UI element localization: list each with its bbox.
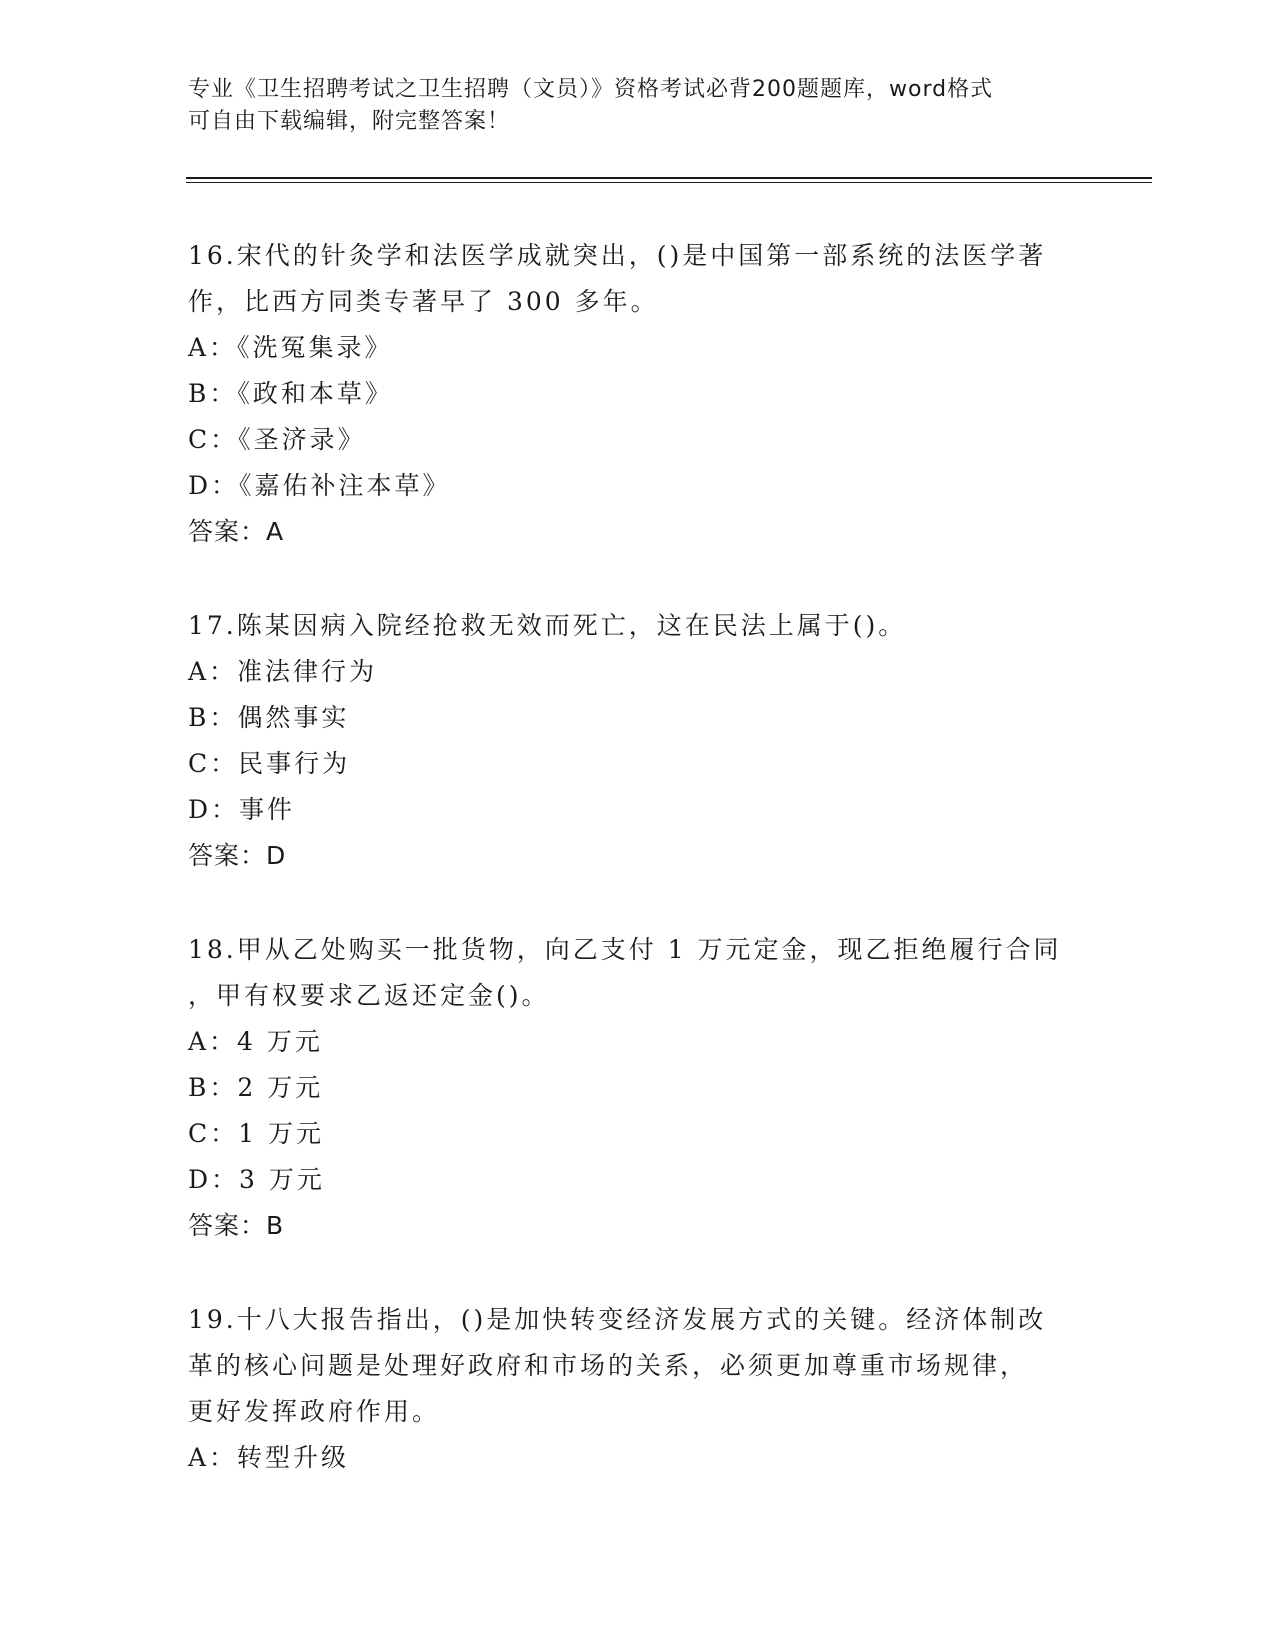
question-list [188, 233, 1088, 1529]
question-17 [188, 603, 1088, 879]
option-c: C：《圣济录》 [188, 425, 366, 454]
option-d: D：事件 [188, 795, 296, 824]
header-line: 可自由下载编辑，附完整答案！ [188, 109, 511, 134]
question-text: 更好发挥政府作用。 [188, 1397, 441, 1426]
answer: 答案：B [188, 1211, 285, 1240]
question-16 [188, 233, 1088, 555]
option-b: B：2 万元 [188, 1073, 324, 1102]
option-b: B：《政和本草》 [188, 379, 393, 408]
question-19 [188, 1297, 1088, 1481]
option-b: B：偶然事实 [188, 703, 350, 732]
question-text: ，甲有权要求乙返还定金()。 [188, 981, 550, 1010]
option-d: D：3 万元 [188, 1165, 325, 1194]
answer: 答案：D [188, 841, 287, 870]
option-a: A：准法律行为 [188, 657, 378, 686]
document-header [188, 74, 1088, 138]
option-c: C：1 万元 [188, 1119, 324, 1148]
question-text: 革的核心问题是处理好政府和市场的关系，必须更加尊重市场规律， [188, 1351, 1029, 1380]
option-a: A：4 万元 [188, 1027, 323, 1056]
header-line: 专业《卫生招聘考试之卫生招聘（文员）》资格考试必背200题题库，word格式 [188, 77, 994, 102]
option-a: A：《洗冤集录》 [188, 333, 393, 362]
question-text: 17.陈某因病入院经抢救无效而死亡，这在民法上属于()。 [188, 611, 907, 640]
question-text: 作，比西方同类专著早了 300 多年。 [188, 287, 659, 316]
question-text: 19.十八大报告指出，()是加快转变经济发展方式的关键。经济体制改 [188, 1305, 1047, 1334]
option-a: A：转型升级 [188, 1443, 350, 1472]
option-c: C：民事行为 [188, 749, 351, 778]
answer: 答案：A [188, 517, 285, 546]
header-divider-thick [186, 177, 1152, 179]
question-text: 18.甲从乙处购买一批货物，向乙支付 1 万元定金，现乙拒绝履行合同 [188, 935, 1062, 964]
option-d: D：《嘉佑补注本草》 [188, 471, 451, 500]
question-text: 16.宋代的针灸学和法医学成就突出，()是中国第一部系统的法医学著 [188, 241, 1047, 270]
header-divider-thin [186, 182, 1152, 183]
question-18 [188, 927, 1088, 1249]
